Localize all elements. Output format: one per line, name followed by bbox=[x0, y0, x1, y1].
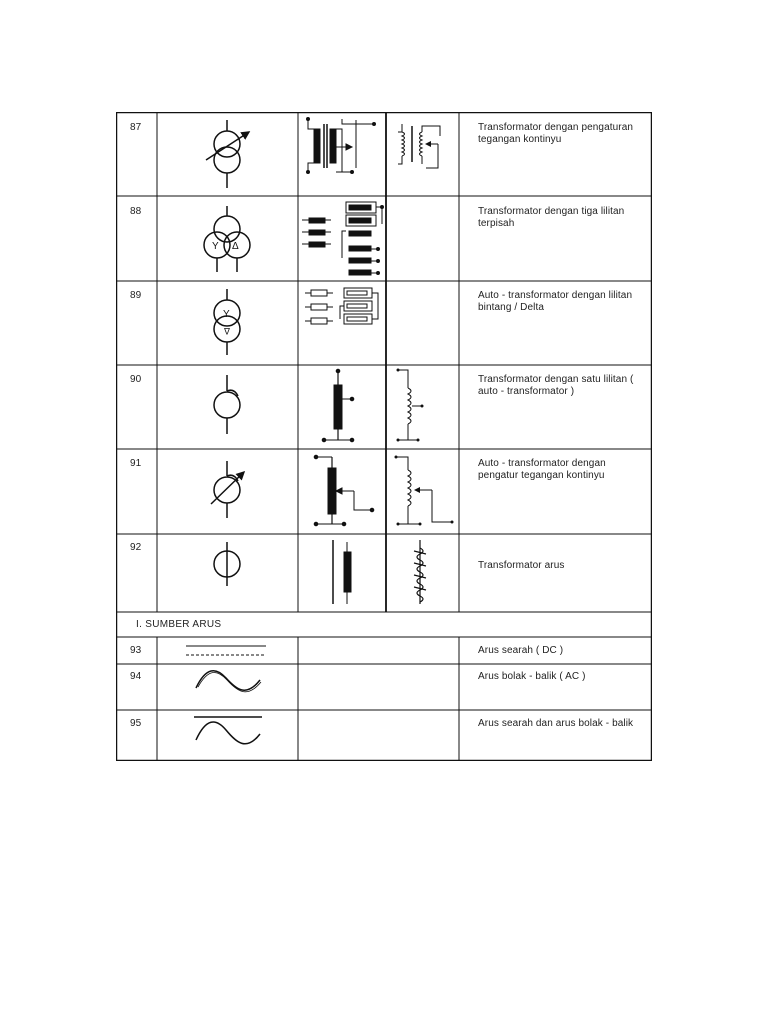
row-number: 88 bbox=[130, 206, 142, 217]
row-description: Arus searah dan arus bolak - balik bbox=[478, 718, 634, 729]
symbol-87-coil bbox=[398, 124, 440, 168]
row-description: Auto - transformator dengan pengatur tegangan kontinyu bbox=[478, 458, 606, 481]
row-number: 94 bbox=[130, 671, 142, 682]
row-number: 90 bbox=[130, 374, 142, 385]
symbol-89-circles bbox=[214, 289, 240, 355]
symbol-88-core bbox=[302, 202, 384, 275]
symbol-table bbox=[116, 112, 652, 761]
row-number: 91 bbox=[130, 458, 142, 469]
symbol-92-coil bbox=[414, 540, 426, 604]
ac-symbol bbox=[196, 671, 261, 692]
symbol-91-circle bbox=[211, 461, 244, 518]
row-description: Arus bolak - balik ( AC ) bbox=[478, 671, 586, 682]
row-number: 95 bbox=[130, 718, 142, 729]
symbol-91-coil bbox=[396, 457, 452, 524]
symbol-88-circles bbox=[204, 206, 250, 272]
symbol-90-coil bbox=[398, 370, 422, 440]
row-description: Auto - transformator dengan lilitan bintang / Delta bbox=[478, 290, 633, 313]
row-number: 87 bbox=[130, 122, 142, 133]
symbol-88-star-label: Y bbox=[212, 241, 219, 252]
symbol-92-circle bbox=[214, 542, 240, 586]
symbol-89-star-label: Y bbox=[223, 309, 230, 320]
row-description: Transformator dengan tiga lilitan terpisah bbox=[478, 206, 625, 229]
row-number: 89 bbox=[130, 290, 142, 301]
symbol-90-core bbox=[322, 369, 354, 442]
row-description: Transformator dengan satu lilitan ( auto - transformator ) bbox=[478, 374, 634, 397]
symbol-89-delta-label: Δ bbox=[223, 326, 230, 336]
row-number: 93 bbox=[130, 645, 142, 656]
symbol-92-core bbox=[333, 540, 351, 604]
symbol-90-circle bbox=[214, 375, 240, 434]
symbol-89-core bbox=[305, 288, 378, 324]
dc-symbol bbox=[186, 646, 266, 655]
symbol-87-circles bbox=[206, 120, 249, 188]
symbol-87-core bbox=[307, 118, 376, 174]
symbol-88-delta-label: Δ bbox=[232, 241, 239, 252]
symbol-91-core bbox=[314, 455, 374, 526]
row-number: 92 bbox=[130, 542, 142, 553]
acdc-symbol bbox=[194, 717, 262, 744]
row-description: Transformator arus bbox=[478, 560, 565, 571]
row-description: Arus searah ( DC ) bbox=[478, 645, 564, 656]
row-description: Transformator dengan pengaturan tegangan kontinyu bbox=[478, 122, 634, 145]
section-header: I. SUMBER ARUS bbox=[136, 619, 222, 630]
